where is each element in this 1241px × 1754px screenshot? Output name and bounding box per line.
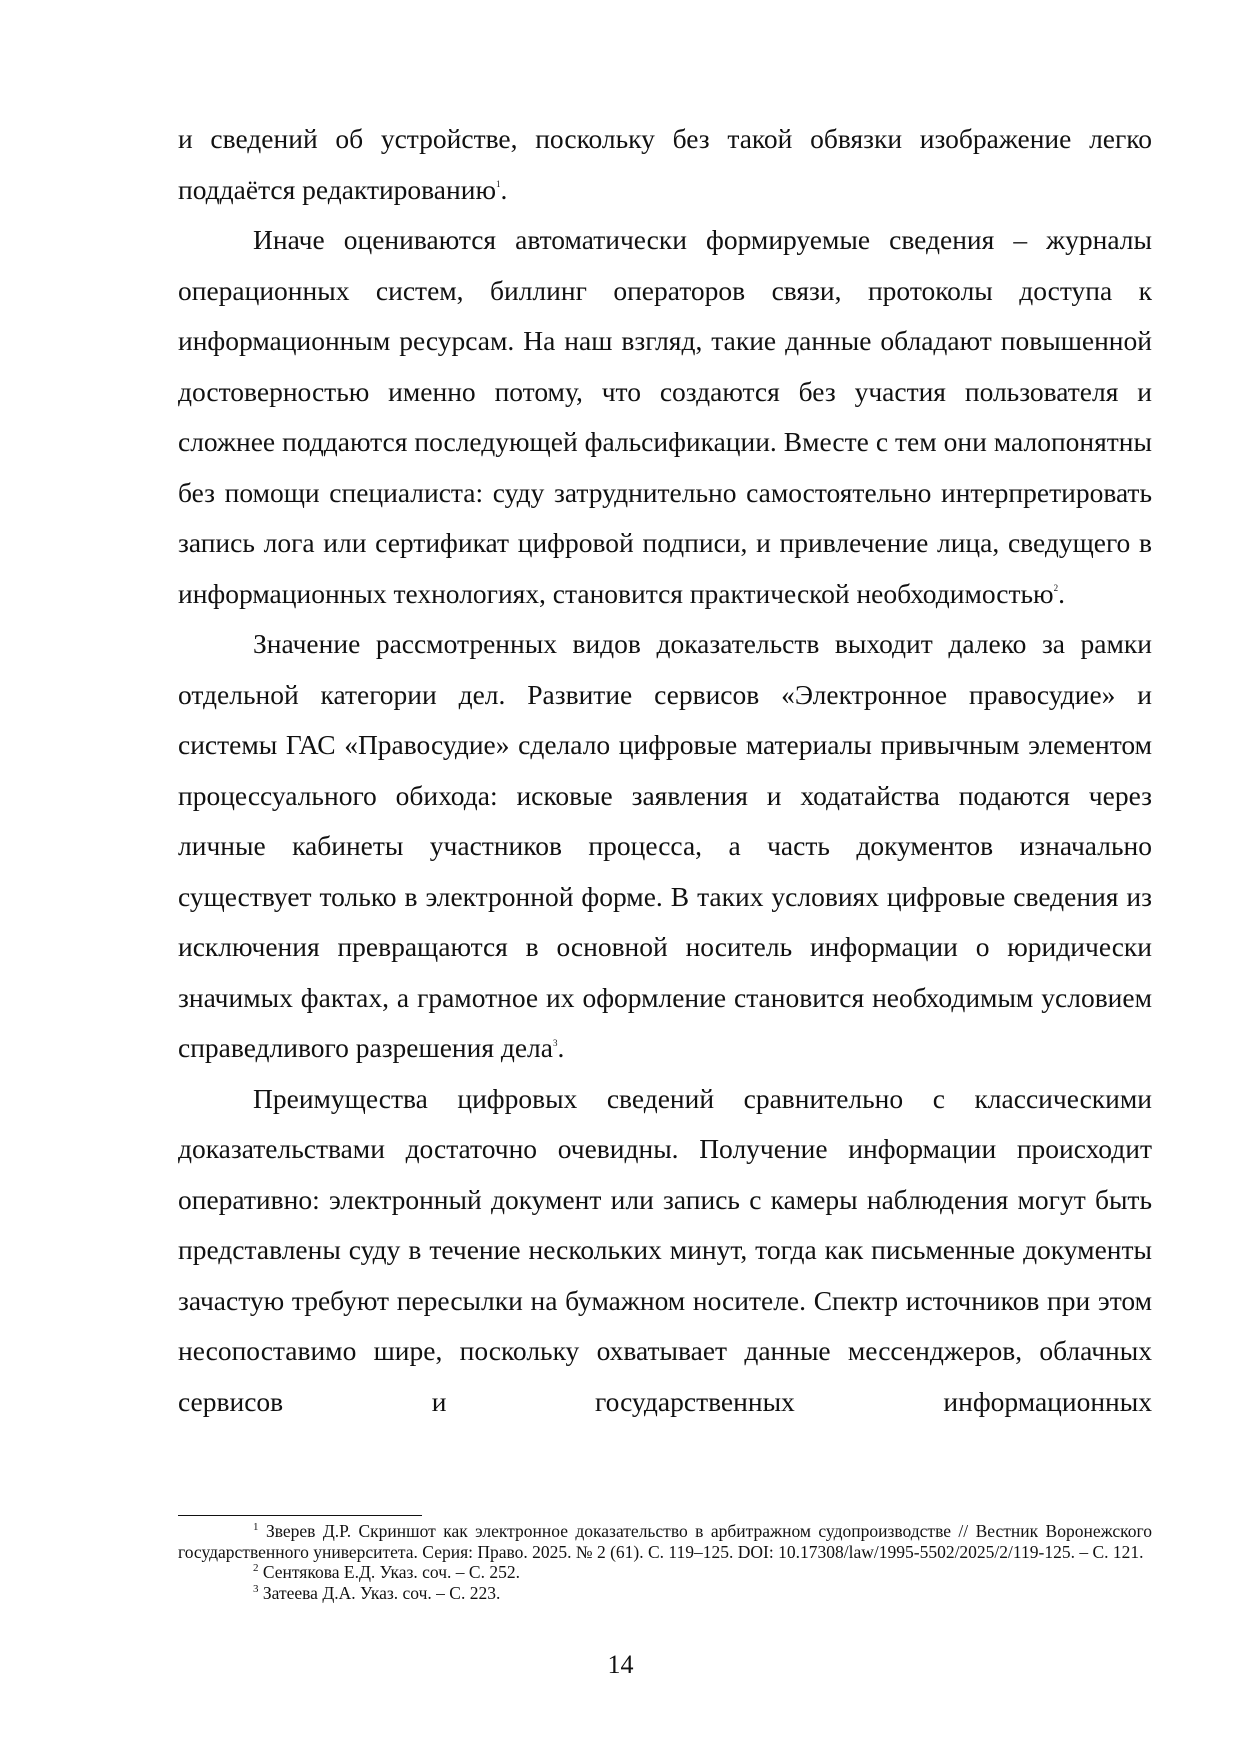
footnote-number: 2 — [253, 1562, 259, 1575]
paragraph — [178, 114, 1152, 215]
footnote — [178, 1583, 1152, 1604]
paragraph-text: Значение рассмотренных видов доказательств выходит далеко за рамки отдельной категории дел. Развитие сервисов «Электронное правосудие» и системы ГАС «Правосудие» сделало цифровые материалы привычным элементом процессуального обихода: исковые заявления и ходатайства подаются через личные кабинеты участников процесса, а часть документов изначально существует только в электронной форме. В таких условиях цифровые сведения из исключения превращаются в основной носитель информации о юридически значимых фактах, а грамотное их оформление становится необходимым условием справедливого разрешения дела — [178, 628, 1152, 1063]
paragraph — [178, 215, 1152, 619]
paragraph-text: и сведений об устройстве, поскольку без такой обвязки изображение легко поддаётся редактированию — [178, 123, 1152, 205]
paragraph-end: . — [557, 1032, 565, 1063]
paragraph-end: . — [1058, 577, 1065, 609]
footnote-ref[interactable]: 3 — [552, 1037, 558, 1048]
footnote-ref[interactable]: 1 — [495, 179, 501, 190]
body-text — [178, 114, 1152, 1427]
footnote-separator — [178, 1515, 422, 1516]
footnote-number: 3 — [253, 1582, 259, 1595]
paragraph-end: . — [500, 173, 508, 205]
paragraph-text: Преимущества цифровых сведений сравнительно с классическими доказательствами достаточно очевидны. Получение информации происходит оперативно: электронный документ или запись с камеры наблюдения могут быть представлены суду в течение нескольких минут, тогда как письменные документы зачастую требуют пересылки на бумажном носителе. Спектр источников при этом несопоставимо шире, поскольку охватывает данные мессенджеров, облачных сервисов и государственных информационных — [178, 1082, 1152, 1417]
page-number: 14 — [607, 1650, 634, 1679]
footnote-number: 1 — [253, 1521, 259, 1534]
footnote-ref[interactable]: 2 — [1053, 583, 1059, 594]
footnotes — [178, 1521, 1152, 1603]
footnote-text: Сентякова Е.Д. Указ. соч. – С. 252. — [262, 1562, 520, 1582]
footnote-text: Зверев Д.Р. Скриншот как электронное доказательство в арбитражном судопроизводстве // Вестник Воронежского государственного университета. Серия: Право. 2025. № 2 (61). С. 119–125. DOI: 10.17308/law/1995-5502/2025/2/119-125. – С. 121. — [178, 1521, 1152, 1562]
paragraph — [178, 1074, 1152, 1428]
footnote-text: Затеева Д.А. Указ. соч. – С. 223. — [262, 1582, 501, 1603]
footnote — [178, 1521, 1152, 1562]
footnote — [178, 1562, 1152, 1583]
paragraph — [178, 619, 1152, 1074]
paragraph-text: Иначе оцениваются автоматически формируемые сведения – журналы операционных систем, биллинг операторов связи, протоколы доступа к информационным ресурсам. На наш взгляд, такие данные обладают повышенной достоверностью именно потому, что создаются без участия пользователя и сложнее поддаются последующей фальсификации. Вместе с тем они малопонятны без помощи специалиста: суду затруднительно самостоятельно интерпретировать запись лога или сертификат цифровой подписи, и привлечение лица, сведущего в информационных технологиях, становится практической необходимостью — [178, 224, 1152, 609]
